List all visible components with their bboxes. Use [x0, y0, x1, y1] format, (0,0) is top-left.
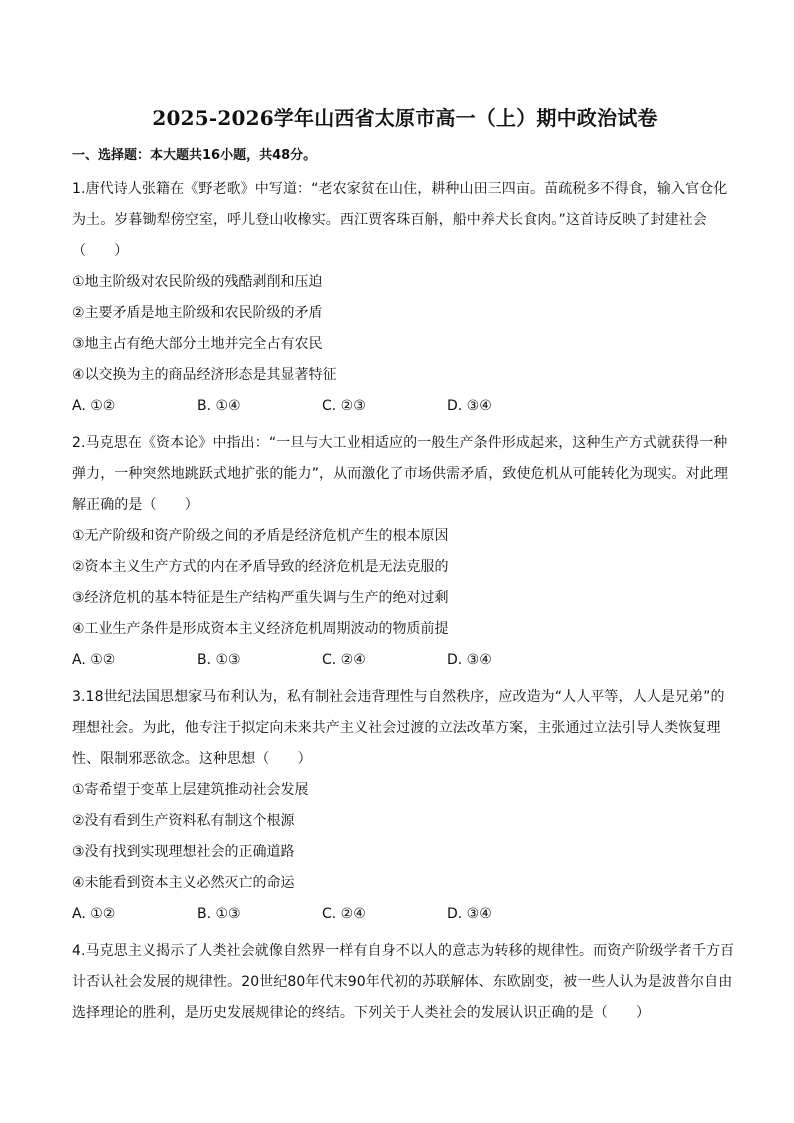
question-1 [72, 174, 738, 422]
question-3 [72, 682, 738, 930]
statement-item: ①寄希望于变革上层建筑推动社会发展 [72, 782, 309, 798]
answer-options [72, 645, 738, 676]
option-a[interactable]: A. ①② [72, 652, 116, 668]
option-c[interactable]: C. ②③ [322, 398, 366, 414]
option-a[interactable]: A. ①② [72, 398, 116, 414]
answer-options [72, 391, 738, 422]
option-d[interactable]: D. ③④ [447, 652, 492, 668]
statement-item: ③经济危机的基本特征是生产结构严重失调与生产的绝对过剩 [72, 590, 449, 606]
option-b[interactable]: B. ①③ [197, 906, 241, 922]
question-stem: 4.马克思主义揭示了人类社会就像自然界一样有自身不以人的意志为转移的规律性。而资产阶级学者千方百计否认社会发展的规律性。20世纪80年代末90年代初的苏联解体、东欧剧变，被一些人认为是波普尔自由选择理论的胜利，是历史发展规律论的终结。下列关于人类社会的发展认识正确的是（ ） [72, 943, 735, 1021]
option-c[interactable]: C. ②④ [322, 906, 366, 922]
option-d[interactable]: D. ③④ [447, 906, 492, 922]
exam-title: 2025-2026学年山西省太原市高一（上）期中政治试卷 [152, 106, 658, 130]
question-stem: 3.18世纪法国思想家马布利认为，私有制社会违背理性与自然秩序，应改造为“人人平等，人人是兄弟”的理想社会。为此，他专注于拟定向未来共产主义社会过渡的立法改革方案，主张通过立法引导人类恢复理性、限制邪恶欲念。这种思想（ ） [72, 689, 725, 767]
statement-item: ①地主阶级对农民阶级的残酷剥削和压迫 [72, 274, 323, 290]
option-c[interactable]: C. ②④ [322, 652, 366, 668]
option-b[interactable]: B. ①④ [197, 398, 241, 414]
statement-item: ③地主占有绝大部分土地并完全占有农民 [72, 336, 323, 352]
section-heading: 一、选择题：本大题共16小题，共48分。 [72, 148, 317, 163]
statement-item: ①无产阶级和资产阶级之间的矛盾是经济危机产生的根本原因 [72, 528, 449, 544]
answer-options [72, 899, 738, 930]
option-d[interactable]: D. ③④ [447, 398, 492, 414]
statement-item: ④工业生产条件是形成资本主义经济危机周期波动的物质前提 [72, 621, 449, 637]
statement-item: ③没有找到实现理想社会的正确道路 [72, 844, 295, 860]
question-stem: 2.马克思在《资本论》中指出：“一旦与大工业相适应的一般生产条件形成起来，这种生产方式就获得一种弹力，一种突然地跳跃式地扩张的能力”，从而激化了市场供需矛盾，致使危机从可能转化为现实。对此理解正确的是（ ） [72, 435, 728, 513]
question-2 [72, 428, 738, 676]
option-b[interactable]: B. ①③ [197, 652, 241, 668]
statement-item: ②资本主义生产方式的内在矛盾导致的经济危机是无法克服的 [72, 559, 449, 575]
statement-item: ④未能看到资本主义必然灭亡的命运 [72, 875, 295, 891]
question-stem: 1.唐代诗人张籍在《野老歌》中写道：“老农家贫在山住，耕种山田三四亩。苗疏税多不得食，输入官仓化为土。岁暮锄犁傍空室，呼儿登山收橡实。西江贾客珠百斛，船中养犬长食肉。”这首诗反映了封建社会（ ） [72, 181, 728, 259]
statement-item: ②没有看到生产资料私有制这个根源 [72, 813, 295, 829]
option-a[interactable]: A. ①② [72, 906, 116, 922]
statement-item: ②主要矛盾是地主阶级和农民阶级的矛盾 [72, 305, 323, 321]
statement-item: ④以交换为主的商品经济形态是其显著特征 [72, 367, 337, 383]
question-4 [72, 936, 738, 1029]
